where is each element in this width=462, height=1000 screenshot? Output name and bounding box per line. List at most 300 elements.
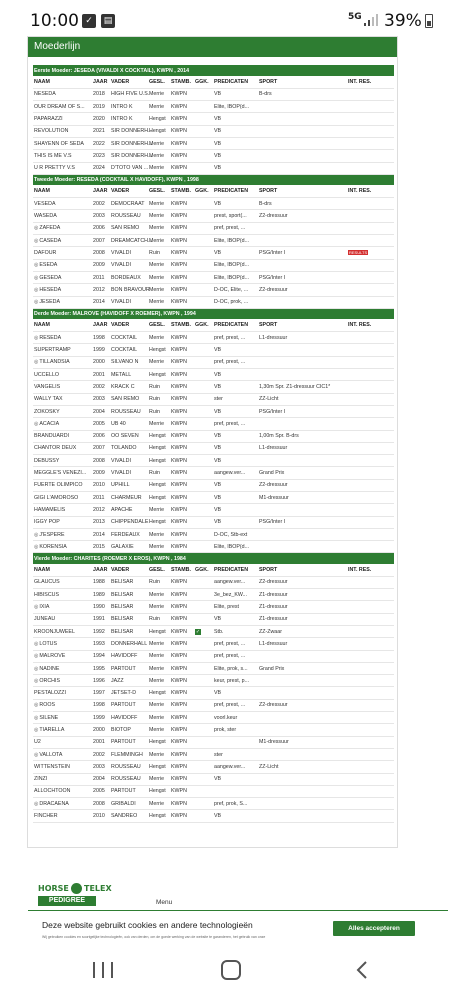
cell-sport <box>258 369 347 381</box>
column-header-studbook: STAMB. <box>170 185 194 197</box>
foal-row[interactable] <box>33 748 394 760</box>
foal-row[interactable] <box>33 810 394 822</box>
cell-year: 2018 <box>92 88 110 100</box>
cell-int-res <box>347 259 394 271</box>
horse-name-link[interactable]: JUNEAU <box>34 616 56 623</box>
cell-int-res <box>347 748 394 760</box>
foal-row[interactable] <box>33 798 394 810</box>
cell-studbook: KWPN <box>170 88 194 100</box>
horse-name-link[interactable]: MALROVE <box>39 653 66 660</box>
cell-ggk <box>194 405 213 417</box>
horse-name-link[interactable]: NESEDA <box>34 91 56 98</box>
horse-name-link[interactable]: GIGI L'AMOROSO <box>34 494 79 501</box>
cell-studbook: KWPN <box>170 125 194 137</box>
horse-name-link[interactable]: ZAFEDA <box>39 225 61 232</box>
cell-ggk <box>194 516 213 528</box>
cell-predicates: VB <box>213 430 258 442</box>
cell-int-res <box>347 198 394 210</box>
cell-int-res <box>347 613 394 625</box>
cell-sire: BELISAR <box>110 613 148 625</box>
cell-year: 2023 <box>92 150 110 162</box>
foal-row[interactable] <box>33 761 394 773</box>
foal-row[interactable] <box>33 712 394 724</box>
cell-sex: Merrie <box>148 528 170 540</box>
cell-int-res <box>347 137 394 149</box>
cell-sport: 1,30m Spr. Z1-dressuur CIC1* <box>258 381 347 393</box>
cell-sport: PSG/Inter I <box>258 247 347 259</box>
cell-sex: Merrie <box>148 541 170 553</box>
cell-sire: INTRO K <box>110 101 148 113</box>
horse-name-link[interactable]: WALLY TAX <box>34 396 63 403</box>
cell-predicates: aangew.ver... <box>213 576 258 588</box>
cell-predicates: ster <box>213 393 258 405</box>
foal-row[interactable] <box>33 210 394 222</box>
cell-name <box>33 638 92 650</box>
cell-sex: Hengst <box>148 113 170 125</box>
horse-name-link[interactable]: SUPERTRAMP <box>34 347 71 354</box>
cell-sire: CHARMEUR <box>110 492 148 504</box>
cell-sex: Merrie <box>148 773 170 785</box>
column-header-predicates: PREDICATEN <box>213 564 258 576</box>
foal-row[interactable] <box>33 198 394 210</box>
horse-name-link[interactable]: JESEDA <box>39 299 60 306</box>
cell-sex: Merrie <box>148 356 170 368</box>
foal-row[interactable] <box>33 247 394 259</box>
cell-predicates: VB <box>213 442 258 454</box>
foal-row[interactable] <box>33 235 394 247</box>
foal-row[interactable] <box>33 101 394 113</box>
cell-sire: FERDEAUX <box>110 528 148 540</box>
foal-row[interactable] <box>33 222 394 234</box>
horse-name-link[interactable]: KORENSIA <box>39 543 67 550</box>
cell-name <box>33 613 92 625</box>
horse-name-link[interactable]: SILENE <box>39 714 59 721</box>
cell-year: 2001 <box>92 369 110 381</box>
horse-name-link[interactable]: ZOKOSKY <box>34 408 60 415</box>
foal-row[interactable] <box>33 418 394 430</box>
horse-name-link[interactable]: NADINE <box>39 665 60 672</box>
cell-predicates: pref, prest, ... <box>213 638 258 650</box>
foal-row[interactable] <box>33 356 394 368</box>
foal-row[interactable] <box>33 162 394 174</box>
cell-sex: Merrie <box>148 162 170 174</box>
cell-year: 1992 <box>92 625 110 637</box>
foal-row[interactable] <box>33 650 394 662</box>
cell-sex: Merrie <box>148 150 170 162</box>
horse-name-link[interactable]: SHAYENN OF SEDA <box>34 140 84 147</box>
horse-name-link[interactable]: ESEDA <box>39 262 58 269</box>
recent-apps-icon[interactable] <box>93 962 113 978</box>
mare-section-header[interactable] <box>33 174 394 185</box>
cell-int-res <box>347 271 394 283</box>
cell-sport <box>258 455 347 467</box>
horse-name-link[interactable]: WASEDA <box>34 213 57 220</box>
cell-predicates: VB <box>213 88 258 100</box>
cell-sport: M1-dressuur <box>258 736 347 748</box>
foal-row[interactable] <box>33 442 394 454</box>
cell-ggk <box>194 798 213 810</box>
cell-sire: VIVALDI <box>110 259 148 271</box>
horse-name-link[interactable]: VANGELIS <box>34 383 61 390</box>
horse-name-link[interactable]: CHANTOR DEUX <box>34 445 77 452</box>
cell-ggk <box>194 613 213 625</box>
horse-name-link[interactable]: PESTALOZZI <box>34 690 66 697</box>
foal-row[interactable] <box>33 662 394 674</box>
horse-name-link[interactable]: VALLOTA <box>39 751 63 758</box>
horse-name-link[interactable]: GESEDA <box>39 274 62 281</box>
cell-studbook: KWPN <box>170 393 194 405</box>
cell-predicates: VB <box>213 504 258 516</box>
horse-name-link[interactable]: ALLOCHTOON <box>34 788 71 795</box>
cell-name <box>33 810 92 822</box>
horse-name-link[interactable]: FUERTE OLIMPICO <box>34 482 83 489</box>
foal-row[interactable] <box>33 137 394 149</box>
column-header-row <box>33 76 394 88</box>
horse-name-link[interactable]: REVOLUTION <box>34 128 69 135</box>
foal-row[interactable] <box>33 344 394 356</box>
cell-name <box>33 247 92 259</box>
cell-predicates: VB <box>213 162 258 174</box>
cell-year: 2005 <box>92 785 110 797</box>
cell-int-res <box>347 638 394 650</box>
horse-name-link[interactable]: PAPARAZZI <box>34 116 63 123</box>
foal-row[interactable] <box>33 773 394 785</box>
cell-name <box>33 625 92 637</box>
foal-row[interactable] <box>33 125 394 137</box>
cell-name <box>33 235 92 247</box>
cell-studbook: KWPN <box>170 785 194 797</box>
column-header-sport: SPORT <box>258 185 347 197</box>
cell-sex: Merrie <box>148 798 170 810</box>
cell-sex: Merrie <box>148 748 170 760</box>
cell-studbook: KWPN <box>170 137 194 149</box>
cell-year: 2010 <box>92 479 110 491</box>
cell-sire: VIVALDI <box>110 467 148 479</box>
foal-row[interactable] <box>33 455 394 467</box>
cell-name <box>33 418 92 430</box>
cell-name <box>33 296 92 308</box>
cell-studbook: KWPN <box>170 699 194 711</box>
horse-name-link[interactable]: VESEDA <box>34 200 56 207</box>
foal-row[interactable] <box>33 393 394 405</box>
cell-int-res <box>347 712 394 724</box>
cell-sex: Merrie <box>148 638 170 650</box>
foal-row[interactable] <box>33 259 394 271</box>
cell-year: 2003 <box>92 393 110 405</box>
column-header-name: NAAM <box>33 564 92 576</box>
cell-sire: BON BRAVOUR <box>110 284 148 296</box>
horse-name-link[interactable]: IXIA <box>39 604 50 611</box>
foal-row[interactable] <box>33 576 394 588</box>
horse-name-link[interactable]: UCCELLO <box>34 371 60 378</box>
horse-name-link[interactable]: THIS IS ME V.S <box>34 152 72 159</box>
foal-row[interactable] <box>33 625 394 637</box>
column-header-year: JAAR <box>92 319 110 331</box>
cell-predicates: Elite, IBOP(d... <box>213 259 258 271</box>
cell-sire: SIR DONNERH... <box>110 137 148 149</box>
cell-year: 2009 <box>92 467 110 479</box>
cell-predicates: Elite, IBOP(d... <box>213 271 258 283</box>
cell-predicates: pref, prest, ... <box>213 699 258 711</box>
horse-name-link[interactable]: OUR DREAM OF S... <box>34 103 85 110</box>
horse-name-link[interactable]: BRANDUARDI <box>34 433 70 440</box>
cell-year: 1998 <box>92 332 110 344</box>
cell-sire: METALL <box>110 369 148 381</box>
foal-row[interactable] <box>33 528 394 540</box>
home-icon[interactable] <box>221 960 241 980</box>
cell-int-res <box>347 736 394 748</box>
horse-name-link[interactable]: RESEDA <box>39 334 62 341</box>
cell-name <box>33 773 92 785</box>
cell-ggk <box>194 479 213 491</box>
foal-row[interactable] <box>33 675 394 687</box>
cell-name <box>33 492 92 504</box>
horse-name-link[interactable]: ORCHIS <box>39 677 60 684</box>
foal-row[interactable] <box>33 541 394 553</box>
cell-int-res <box>347 101 394 113</box>
cell-year: 2003 <box>92 761 110 773</box>
horse-name-link[interactable]: HAMAMELIS <box>34 506 66 513</box>
cell-predicates: VB <box>213 516 258 528</box>
horse-name-link[interactable]: DRACAENA <box>39 800 69 807</box>
cell-studbook: KWPN <box>170 381 194 393</box>
cell-predicates: Elite, IBOP(d... <box>213 101 258 113</box>
foal-row[interactable] <box>33 589 394 601</box>
horse-name-link[interactable]: LOTUS <box>39 640 58 647</box>
horse-name-link[interactable]: HIBISCUS <box>34 591 60 598</box>
foal-row[interactable] <box>33 687 394 699</box>
foal-row[interactable] <box>33 638 394 650</box>
cell-sex: Merrie <box>148 699 170 711</box>
cell-year: 1994 <box>92 650 110 662</box>
horse-name-link[interactable]: CASEDA <box>39 237 62 244</box>
cell-sire: UPHILL <box>110 479 148 491</box>
cell-sire: CHIPPENDALE <box>110 516 148 528</box>
cell-name <box>33 381 92 393</box>
cell-name <box>33 442 92 454</box>
cell-sex: Merrie <box>148 675 170 687</box>
horse-name-link[interactable]: HESEDA <box>39 286 62 293</box>
cell-sport <box>258 675 347 687</box>
cell-sire: KRACK C <box>110 381 148 393</box>
cell-studbook: KWPN <box>170 601 194 613</box>
cell-studbook: KWPN <box>170 724 194 736</box>
horse-name-link[interactable]: GLAUCUS <box>34 579 60 586</box>
foal-row[interactable] <box>33 405 394 417</box>
cell-int-res <box>347 455 394 467</box>
horse-name-link[interactable]: DAFOUR <box>34 250 57 256</box>
horse-name-link[interactable]: KROONJUWEEL <box>34 628 75 635</box>
foal-row[interactable] <box>33 369 394 381</box>
cell-sport <box>258 137 347 149</box>
cell-studbook: KWPN <box>170 638 194 650</box>
column-header-name: NAAM <box>33 76 92 88</box>
cell-studbook: KWPN <box>170 113 194 125</box>
cell-int-res <box>347 125 394 137</box>
horse-name-link[interactable]: TILLANDSIA <box>39 359 70 366</box>
cell-sire: JETSET-D <box>110 687 148 699</box>
cell-name <box>33 259 92 271</box>
cell-predicates: VB <box>213 198 258 210</box>
cell-ggk <box>194 198 213 210</box>
column-header-studbook: STAMB. <box>170 319 194 331</box>
foal-row[interactable] <box>33 613 394 625</box>
cell-sport <box>258 541 347 553</box>
cell-year: 2015 <box>92 541 110 553</box>
cell-year: 2019 <box>92 101 110 113</box>
foal-row[interactable] <box>33 332 394 344</box>
column-header-int-res: INT. RES. <box>347 76 394 88</box>
cell-year: 2002 <box>92 381 110 393</box>
mare-section-header[interactable] <box>33 65 394 76</box>
cell-sire: ROUSSEAU <box>110 405 148 417</box>
cell-sire: GALAXIE <box>110 541 148 553</box>
horse-name-link[interactable]: ACACIA <box>39 420 60 427</box>
cell-sire: UB 40 <box>110 418 148 430</box>
foal-row[interactable] <box>33 736 394 748</box>
cell-studbook: KWPN <box>170 222 194 234</box>
mare-section-header[interactable] <box>33 308 394 319</box>
foal-row[interactable] <box>33 381 394 393</box>
cell-studbook: KWPN <box>170 235 194 247</box>
horse-name-link[interactable]: ROOS <box>39 702 55 709</box>
foal-row[interactable] <box>33 516 394 528</box>
cell-ggk <box>194 576 213 588</box>
cell-name <box>33 101 92 113</box>
cell-int-res <box>347 369 394 381</box>
foal-row[interactable] <box>33 699 394 711</box>
horse-name-link[interactable]: TIARELLA <box>39 726 65 733</box>
horse-name-link[interactable]: ZINZI <box>34 776 48 783</box>
cell-sex: Merrie <box>148 504 170 516</box>
cell-year: 2006 <box>92 430 110 442</box>
cell-name <box>33 785 92 797</box>
cell-sire: HAVIDOFF <box>110 712 148 724</box>
cell-sire: BELISAR <box>110 589 148 601</box>
cell-sire: BELISAR <box>110 576 148 588</box>
cell-int-res <box>347 724 394 736</box>
column-header-studbook: STAMB. <box>170 76 194 88</box>
foal-row[interactable] <box>33 296 394 308</box>
cell-int-res <box>347 761 394 773</box>
cell-studbook: KWPN <box>170 405 194 417</box>
foal-row[interactable] <box>33 88 394 100</box>
back-icon[interactable] <box>354 961 370 979</box>
status-bar <box>0 0 462 36</box>
foal-row[interactable] <box>33 150 394 162</box>
cell-name <box>33 798 92 810</box>
cell-studbook: KWPN <box>170 516 194 528</box>
cell-sex: Hengst <box>148 785 170 797</box>
horse-name-link[interactable]: U2 <box>34 739 41 746</box>
accept-all-cookies-button[interactable]: Alles accepteren <box>333 921 415 936</box>
cell-name <box>33 455 92 467</box>
cell-sire: APACHE <box>110 504 148 516</box>
cell-int-res <box>347 650 394 662</box>
cell-predicates: aangew.ver... <box>213 467 258 479</box>
foal-row[interactable] <box>33 284 394 296</box>
cell-ggk <box>194 773 213 785</box>
horse-name-link[interactable]: DEBUSSY <box>34 457 60 464</box>
cell-ggk <box>194 541 213 553</box>
foal-row[interactable] <box>33 430 394 442</box>
cell-sex: Hengst <box>148 810 170 822</box>
cell-sire: SILVANO N <box>110 356 148 368</box>
horse-name-link[interactable]: FINCHER <box>34 813 58 820</box>
horse-name-link[interactable]: IGGY POP <box>34 519 60 526</box>
cell-sport: Z2-dressuur <box>258 699 347 711</box>
cell-ggk <box>194 332 213 344</box>
cell-sex: Merrie <box>148 332 170 344</box>
cell-int-res <box>347 430 394 442</box>
foal-row[interactable] <box>33 113 394 125</box>
cell-name <box>33 162 92 174</box>
cell-ggk <box>194 442 213 454</box>
section-title: Derde Moeder: MALROVE (HAVIDOFF X ROEMER), KWPN , 1994 <box>33 308 394 319</box>
cell-sire: BIOTOP <box>110 724 148 736</box>
horsetelex-logo[interactable]: HORSE TELEX PEDIGREE <box>38 884 112 904</box>
battery-level: 39% <box>384 11 422 31</box>
cell-studbook: KWPN <box>170 675 194 687</box>
cell-name <box>33 125 92 137</box>
horse-name-link[interactable]: U R PRETTY V.S <box>34 165 75 172</box>
cell-sire: D'TOTO VAN ... <box>110 162 148 174</box>
international-results-badge[interactable]: RESULTS <box>349 250 368 255</box>
cell-sex: Merrie <box>148 88 170 100</box>
foal-row[interactable] <box>33 724 394 736</box>
foal-row[interactable] <box>33 467 394 479</box>
foal-row[interactable] <box>33 492 394 504</box>
section-title: Vierde Moeder: CHARITES (ROEMER X EROS), KWPN , 1984 <box>33 553 394 564</box>
menu-link[interactable]: Menu <box>156 899 173 906</box>
foal-row[interactable] <box>33 479 394 491</box>
horse-name-link[interactable]: J'ESPERE <box>39 531 65 538</box>
cell-sex: Ruin <box>148 576 170 588</box>
cell-sex: Ruin <box>148 405 170 417</box>
cell-predicates: keur, prest, p... <box>213 675 258 687</box>
cell-int-res <box>347 344 394 356</box>
foal-row[interactable] <box>33 504 394 516</box>
cell-ggk <box>194 736 213 748</box>
foal-row[interactable] <box>33 785 394 797</box>
cell-predicates: D-OC, Stb-ext <box>213 528 258 540</box>
cell-year: 2000 <box>92 356 110 368</box>
mare-section-header[interactable] <box>33 553 394 564</box>
cell-studbook: KWPN <box>170 479 194 491</box>
cell-studbook: KWPN <box>170 210 194 222</box>
cell-name <box>33 393 92 405</box>
cell-sire: SANDREO <box>110 810 148 822</box>
cell-sport: PSG/Inter I <box>258 271 347 283</box>
cell-sport: 1,00m Spr. B-drs <box>258 430 347 442</box>
foal-row[interactable] <box>33 601 394 613</box>
cookie-banner-text: Wij gebruiken cookies en soortgelijke technologieën, ook van derden, om de goede werking van de website te garanderen, het gebruik van onze <box>42 935 266 939</box>
cell-year: 2004 <box>92 405 110 417</box>
cell-studbook: KWPN <box>170 625 194 637</box>
foal-row[interactable] <box>33 271 394 283</box>
horse-name-link[interactable]: MEGGLE'S VENEZI... <box>34 470 87 477</box>
cell-name <box>33 736 92 748</box>
cell-int-res <box>347 332 394 344</box>
cell-predicates: D-OC, prok, ... <box>213 296 258 308</box>
cell-ggk <box>194 430 213 442</box>
horse-name-link[interactable]: WITTENSTEIN <box>34 763 70 770</box>
cell-int-res <box>347 113 394 125</box>
cell-sex: Ruin <box>148 467 170 479</box>
cell-sport <box>258 810 347 822</box>
cell-sport: ZZ-Licht <box>258 393 347 405</box>
cell-name <box>33 650 92 662</box>
